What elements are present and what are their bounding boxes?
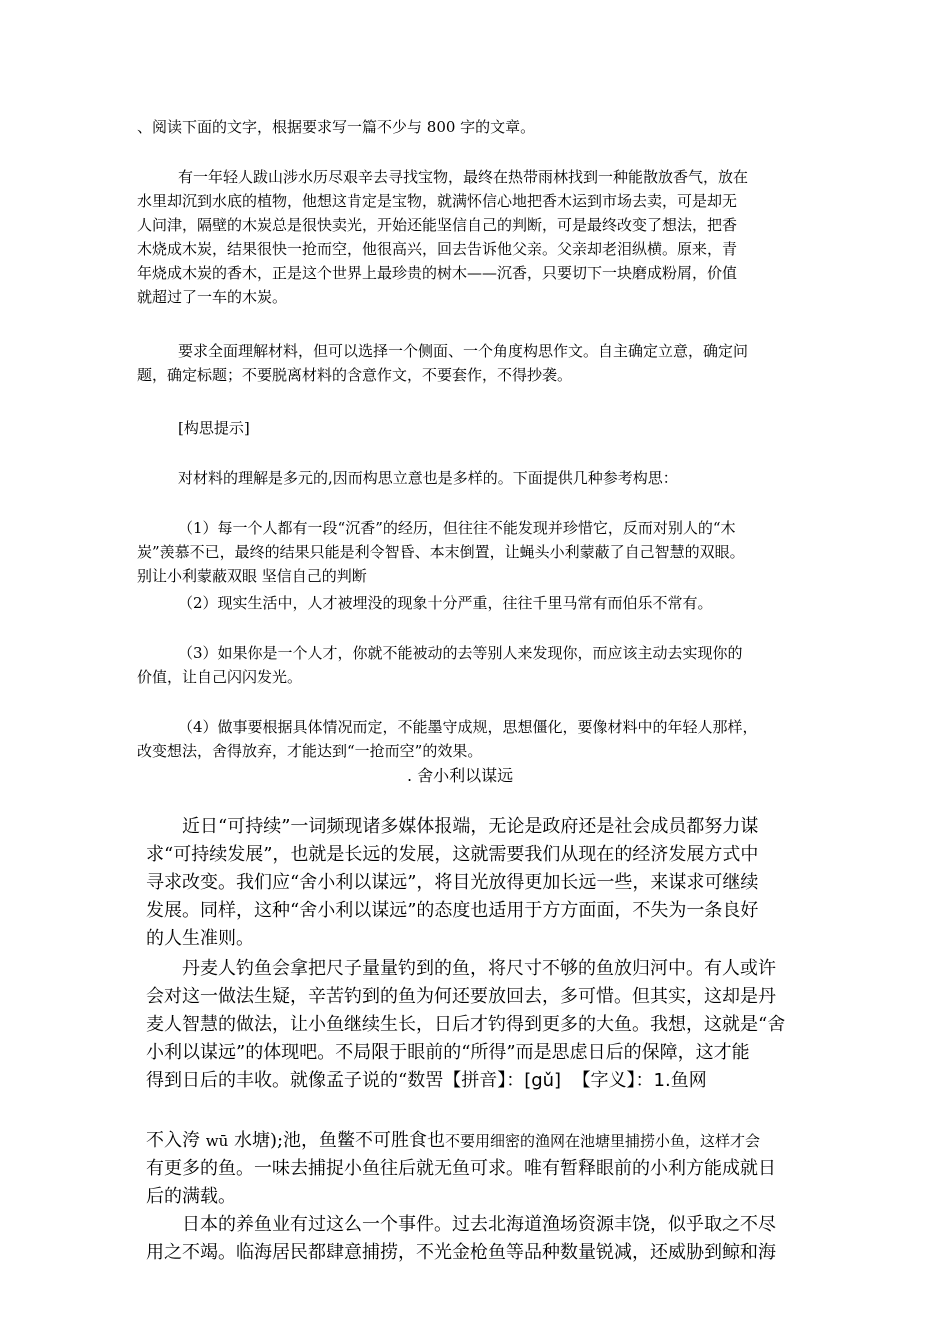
idea-line: （3）如果你是一个人才，你就不能被动的去等别人来发现你，而应该主动去实现你的 (178, 644, 743, 662)
essay-line: 麦人智慧的做法，让小鱼继续生长，日后才钓得到更多的大鱼。我想，这就是“舍 (146, 1014, 786, 1035)
idea-line: （4）做事要根据具体情况而定，不能墨守成规，思想僵化，要像材料中的年轻人那样， (178, 718, 758, 736)
story-line: 人问津，隔壁的木炭总是很快卖光，开始还能坚信自己的判断，可是最终改变了想法，把香 (137, 216, 738, 234)
definition-run: 1.鱼网 (653, 1070, 707, 1091)
essay-line: 会对这一做法生疑，辛苦钓到的鱼为何还要放回去，多可惜。但其实，这却是丹 (146, 986, 776, 1007)
hint-intro: 对材料的理解是多元的,因而构思立意也是多样的。下面提供几种参考构思： (178, 469, 678, 487)
essay-line: 日本的养鱼业有过这么一个事件。过去北海道渔场资源丰饶，似乎取之不尽 (182, 1214, 776, 1235)
essay-line: 有更多的鱼。一味去捕捉小鱼往后就无鱼可求。唯有暂释眼前的小利方能成就日 (146, 1158, 776, 1179)
idea-line: 改变想法，舍得放弃，才能达到“一抢而空”的效果。 (137, 742, 483, 760)
requirement-line: 要求全面理解材料，但可以选择一个侧面、一个角度构思作文。自主确定立意，确定问 (178, 342, 749, 360)
idea-line: 价值，让自己闪闪发光。 (137, 668, 303, 686)
text-run: 【字义】： (572, 1070, 654, 1091)
idea-2: （2）现实生活中，人才被埋没的现象十分严重，往往千里马常有而伯乐不常有。 (178, 594, 713, 612)
essay-title: . 舍小利以谋远 (407, 766, 514, 785)
story-line: 水里却沉到水底的植物，他想这肯定是宝物，就满怀信心地把香木运到市场去卖，可是却无 (137, 192, 738, 210)
pinyin-wu: wū (205, 1132, 229, 1150)
intro-line: 、阅读下面的文字，根据要求写一篇不少与 800 字的文章。 (137, 118, 536, 136)
essay-line-with-pinyin (146, 1072, 707, 1090)
text-run: 不入洿 (146, 1130, 206, 1151)
essay-line: 求“可持续发展”，也就是长远的发展，这就需要我们从现在的经济发展方式中 (146, 844, 759, 865)
essay-line: 小利以谋远”的体现吧。不局限于眼前的“所得”而是思虑日后的保障，这才能 (146, 1042, 750, 1063)
idea-line: 别让小利蒙蔽双眼 坚信自己的判断 (137, 567, 367, 585)
hint-header: [构思提示] (178, 419, 250, 437)
text-run: 得到日后的丰收。就像孟子说的“数罟【拼音】： (146, 1070, 525, 1091)
essay-line: 的人生准则。 (146, 928, 254, 949)
essay-line: 近日“可持续”一词频现诸多媒体报端，无论是政府还是社会成员都努力谋 (182, 816, 759, 837)
essay-line: 寻求改变。我们应“舍小利以谋远”，将目光放得更加长远一些，来谋求可继续 (146, 872, 759, 893)
essay-line: 后的满载。 (146, 1186, 236, 1207)
story-line: 有一年轻人跋山涉水历尽艰辛去寻找宝物，最终在热带雨林找到一种能散放香气，放在 (178, 168, 749, 186)
essay-line: 发展。同样，这种“舍小利以谋远”的态度也适用于方方面面，不失为一条良好 (146, 900, 759, 921)
story-line: 年烧成木炭的香木，正是这个世界上最珍贵的树木——沉香，只要切下一块磨成粉屑，价值 (137, 264, 738, 282)
pinyin-gu: [gǔ] (524, 1070, 562, 1091)
requirement-line: 题，确定标题；不要脱离材料的含意作文，不要套作，不得抄袭。 (137, 366, 573, 384)
story-line: 木烧成木炭，结果很快一抢而空，他很高兴，回去告诉他父亲。父亲却老泪纵横。原来，青 (137, 240, 738, 258)
idea-line: 炭”羡慕不已，最终的结果只能是利令智昏、本末倒置，让蝇头小利蒙蔽了自己智慧的双眼。 (137, 543, 745, 561)
idea-line: （1）每一个人都有一段“沉香”的经历，但往往不能发现并珍惜它，反而对别人的“木 (178, 519, 736, 537)
text-run: 水塘);池，鱼鳖不可胜食也 (228, 1130, 446, 1151)
essay-line-mixed (146, 1132, 760, 1150)
story-line: 就超过了一车的木炭。 (137, 288, 288, 306)
essay-line: 用之不竭。临海居民都肆意捕捞，不光金枪鱼等品种数量锐减，还威胁到鲸和海 (146, 1242, 776, 1263)
essay-line: 丹麦人钓鱼会拿把尺子量量钓到的鱼，将尺寸不够的鱼放归河中。有人或许 (182, 958, 776, 979)
text-run-small: 不要用细密的渔网在池塘里捕捞小鱼，这样才会 (445, 1132, 761, 1150)
